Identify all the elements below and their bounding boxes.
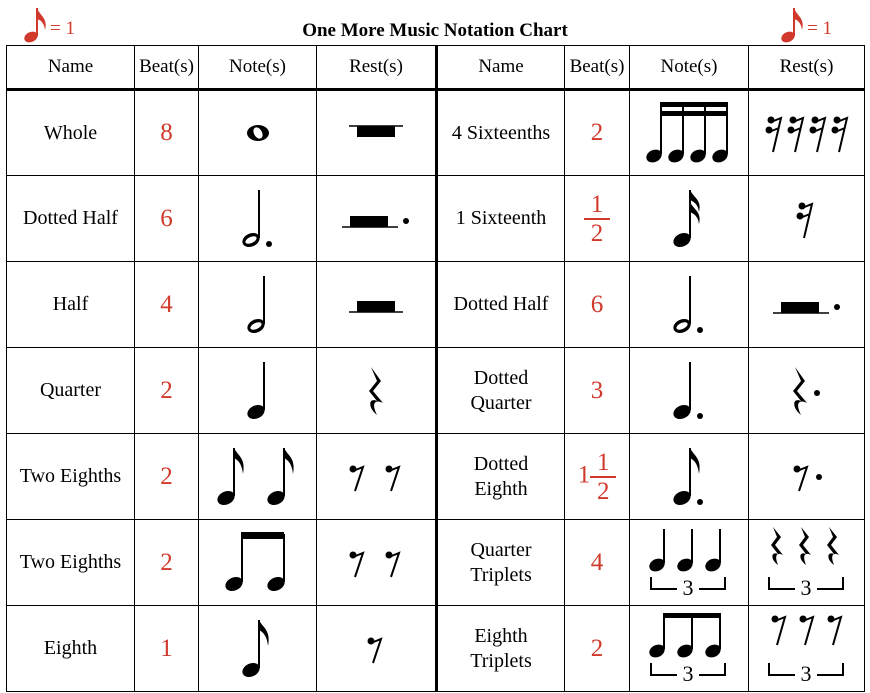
dotted-half-note-icon bbox=[199, 176, 317, 262]
header-beats: Beat(s) bbox=[135, 46, 199, 90]
note-name: Two Eighths bbox=[7, 434, 135, 520]
legend-equals: = 1 bbox=[50, 18, 75, 39]
triplet-label: 3 bbox=[682, 574, 694, 600]
table-row bbox=[7, 434, 865, 520]
two-eighth-rests-icon bbox=[317, 434, 437, 520]
header-name: Name bbox=[437, 46, 565, 90]
quarter-rest-icon bbox=[317, 348, 437, 434]
table-row bbox=[7, 348, 865, 434]
name-line-1: Dotted bbox=[473, 452, 529, 475]
beat-value: 2 bbox=[135, 434, 199, 520]
table-row bbox=[7, 606, 865, 692]
note-name: 1 Sixteenth bbox=[437, 176, 565, 262]
name-line-2: Quarter bbox=[470, 391, 532, 414]
dotted-half-note-icon bbox=[630, 262, 749, 348]
dotted-eighth-note-icon bbox=[630, 434, 749, 520]
legend-equals: = 1 bbox=[807, 18, 832, 39]
note-name bbox=[437, 606, 565, 692]
note-name: Dotted Half bbox=[7, 176, 135, 262]
note-name: Dotted Half bbox=[437, 262, 565, 348]
page-title: One More Music Notation Chart bbox=[302, 20, 568, 41]
beat-value bbox=[565, 606, 630, 692]
beat-value: 2 bbox=[135, 348, 199, 434]
note-name: Two Eighths bbox=[7, 520, 135, 606]
name-line-2: Triplets bbox=[470, 649, 532, 672]
header-name: Name bbox=[7, 46, 135, 90]
dotted-quarter-note-icon bbox=[630, 348, 749, 434]
beat-value bbox=[565, 262, 630, 348]
note-name: Whole bbox=[7, 90, 135, 176]
eighth-note-icon bbox=[199, 606, 317, 692]
beat-whole: 2 bbox=[590, 119, 604, 146]
whole-rest-icon bbox=[317, 90, 437, 176]
eighth-rest-triplet-icon bbox=[749, 606, 865, 692]
half-note-icon bbox=[199, 262, 317, 348]
header-beats: Beat(s) bbox=[565, 46, 630, 90]
whole-note-icon bbox=[199, 90, 317, 176]
header-rests: Rest(s) bbox=[317, 46, 437, 90]
two-beamed-eighth-notes-icon bbox=[199, 520, 317, 606]
two-eighth-rests-icon bbox=[317, 520, 437, 606]
beat-whole: 1 bbox=[577, 461, 591, 489]
note-name: Half bbox=[7, 262, 135, 348]
beat-whole: 6 bbox=[590, 290, 604, 318]
beat-denominator: 2 bbox=[597, 477, 610, 505]
beat-value: 2 bbox=[135, 520, 199, 606]
beat-value: 1 bbox=[135, 606, 199, 692]
legend-right bbox=[779, 6, 859, 44]
sixteenth-rest-icon bbox=[749, 176, 865, 262]
header-rests: Rest(s) bbox=[749, 46, 865, 90]
header-notes: Note(s) bbox=[630, 46, 749, 90]
beat-value: 4 bbox=[135, 262, 199, 348]
beat-numerator: 1 bbox=[597, 448, 610, 476]
beat-value: 8 bbox=[135, 90, 199, 176]
name-line-2: Eighth bbox=[474, 477, 528, 500]
two-flagged-eighth-notes-icon bbox=[199, 434, 317, 520]
beat-whole: 4 bbox=[590, 548, 604, 576]
dotted-half-rest-icon bbox=[317, 176, 437, 262]
half-rest-icon bbox=[317, 262, 437, 348]
beat-whole: 3 bbox=[590, 376, 604, 404]
note-name bbox=[437, 520, 565, 606]
four-beamed-sixteenth-notes-icon bbox=[630, 90, 749, 176]
beat-value bbox=[565, 176, 630, 262]
beat-whole: 2 bbox=[590, 634, 604, 662]
triplet-label: 3 bbox=[800, 660, 811, 686]
dotted-half-rest-icon bbox=[749, 262, 865, 348]
note-name: 4 Sixteenths bbox=[437, 90, 565, 176]
name-line-1: Eighth bbox=[474, 624, 528, 647]
quarter-rest-triplet-icon bbox=[749, 520, 865, 606]
header-notes: Note(s) bbox=[199, 46, 317, 90]
beat-denominator: 2 bbox=[590, 219, 604, 247]
eighth-rest-icon bbox=[317, 606, 437, 692]
beat-fraction bbox=[584, 192, 610, 246]
dotted-quarter-rest-icon bbox=[749, 348, 865, 434]
dotted-eighth-rest-icon bbox=[749, 434, 865, 520]
beat-value bbox=[565, 348, 630, 434]
eighth-note-icon bbox=[779, 6, 809, 44]
table-row bbox=[7, 176, 865, 262]
sixteenth-note-icon bbox=[630, 176, 749, 262]
triplet-label: 3 bbox=[682, 660, 694, 686]
note-name bbox=[437, 434, 565, 520]
table-row bbox=[7, 90, 865, 176]
note-name: Quarter bbox=[7, 348, 135, 434]
eighth-note-triplet-icon bbox=[630, 606, 749, 692]
beat-value bbox=[565, 434, 630, 520]
triplet-label: 3 bbox=[800, 574, 811, 600]
beat-value bbox=[565, 90, 630, 176]
note-name: Eighth bbox=[7, 606, 135, 692]
note-name bbox=[437, 348, 565, 434]
quarter-note-triplet-icon bbox=[630, 520, 749, 606]
beat-numerator: 1 bbox=[590, 190, 604, 218]
table-row bbox=[7, 262, 865, 348]
header-row bbox=[7, 46, 865, 90]
beat-value bbox=[565, 520, 630, 606]
notation-table bbox=[6, 45, 865, 692]
name-line-2: Triplets bbox=[470, 563, 532, 586]
four-sixteenth-rests-icon bbox=[749, 90, 865, 176]
name-line-1: Quarter bbox=[470, 538, 532, 561]
quarter-note-icon bbox=[199, 348, 317, 434]
beat-value: 6 bbox=[135, 176, 199, 262]
beat-fraction bbox=[590, 450, 616, 504]
name-line-1: Dotted bbox=[473, 366, 529, 389]
table-row bbox=[7, 520, 865, 606]
